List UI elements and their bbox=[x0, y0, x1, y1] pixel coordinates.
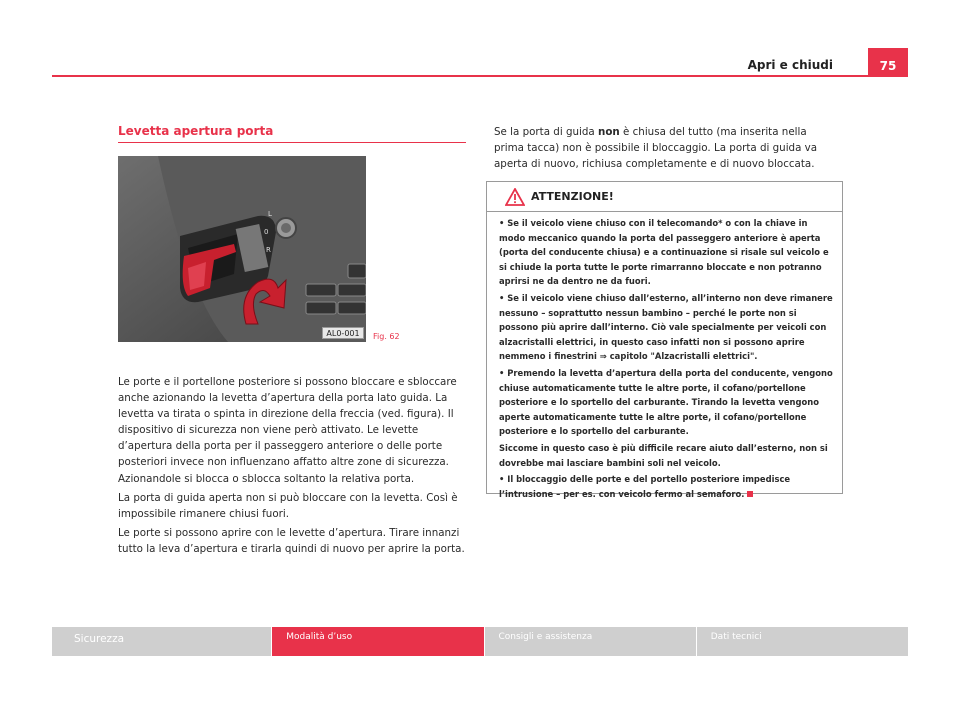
section-title: Levetta apertura porta bbox=[118, 124, 274, 138]
intro-paragraph bbox=[494, 124, 839, 172]
paragraph: Le porte si possono aprire con le levette d’apertura. Tirare innanzi tutto la leva d’apertura e tirarla quindi di nuovo per aprire la porta. bbox=[118, 526, 465, 555]
footer-nav bbox=[52, 627, 908, 656]
door-handle-illustration bbox=[118, 156, 366, 342]
warning-item: • Se il veicolo viene chiuso dall’esterno, all’interno non deve rimanere nessuno – soprattutto nessun bambino – perché le porte non si possono più aprire dall’interno. Ciò vale specialmente per veicoli con alzacristalli elettrici, in questo caso infatti non si possono aprire nemmeno i finestrini ⇒ capitolo "Alzacristalli elettrici". bbox=[499, 292, 833, 362]
intro-text: è chiusa del tutto (ma inserita nella prima tacca) non è possibile il bloccaggio. La porta di guida va aperta di nuovo, richiusa completamente e di nuovo bloccata. bbox=[494, 126, 818, 171]
warning-item: • Il bloccaggio delle porte e del portello posteriore impedisce l’intrusione – per es. con veicolo fermo al semaforo. bbox=[499, 474, 791, 499]
left-column-text bbox=[118, 374, 468, 560]
svg-text:0: 0 bbox=[264, 228, 269, 236]
warning-triangle-icon bbox=[505, 188, 525, 206]
warning-body bbox=[487, 212, 842, 501]
intro-emphasis: non bbox=[598, 126, 620, 138]
right-column-text bbox=[494, 124, 839, 172]
figure-code: AL0-001 bbox=[322, 327, 364, 339]
paragraph: Le porte e il portellone posteriore si possono bloccare e sbloccare anche azionando la levetta d’apertura della porta lato guida. La levetta va tirata o spinta in direzione della freccia (ved. figura). Il dispositivo di sicurezza non viene però attivato. Le levette d’apertura della porta per il passeggero anteriore o delle porte posteriori invece non influenzano affatto altre zone di sicurezza. Azionandole si blocca o sblocca soltanto la relativa porta. bbox=[118, 376, 457, 485]
door-handle-figure bbox=[118, 156, 366, 342]
figure-label: Fig. 62 bbox=[373, 332, 400, 341]
warning-item-last bbox=[499, 472, 834, 501]
header-rule bbox=[52, 75, 908, 77]
paragraph: La porta di guida aperta non si può bloccare con la levetta. Così è impossibile rimanere chiusi fuori. bbox=[118, 491, 458, 520]
section-rule bbox=[118, 142, 466, 143]
footer-tab-modalita-duso[interactable]: Modalità d’uso bbox=[271, 627, 483, 656]
running-header: Apri e chiudi bbox=[747, 58, 833, 72]
warning-item: Siccome in questo caso è più difficile recare aiuto dall’esterno, non si dovrebbe mai lasciare bambini soli nel veicolo. bbox=[499, 442, 828, 468]
intro-text: Se la porta di guida bbox=[494, 126, 598, 138]
svg-text:R: R bbox=[266, 246, 271, 254]
footer-tab-sicurezza[interactable]: Sicurezza bbox=[52, 627, 271, 656]
footer-tab-consigli-assistenza[interactable]: Consigli e assistenza bbox=[484, 627, 696, 656]
footer-tab-dati-tecnici[interactable]: Dati tecnici bbox=[696, 627, 908, 656]
page-number: 75 bbox=[868, 48, 908, 77]
end-of-section-icon bbox=[747, 491, 753, 497]
warning-header bbox=[487, 182, 842, 212]
svg-text:L: L bbox=[268, 210, 272, 218]
warning-item: • Se il veicolo viene chiuso con il telecomando* o con la chiave in modo meccanico quando la porta del passeggero anteriore è aperta (porta del conducente chiusa) e a continuazione si risale sul veicolo e si chiude la porta tutte le porte rimarranno bloccate e non potranno aprirsi ne da dentro ne da fuori. bbox=[499, 218, 829, 287]
warning-item: • Premendo la levetta d’apertura della porta del conducente, vengono chiuse automaticamente tutte le altre porte, il cofano/portellone posteriore e lo sportello del carburante. Tirando la levetta vengono aperte automaticamente tutte le altre porte, il cofano/portellone posteriore e lo sportello del carburante. bbox=[499, 367, 833, 437]
warning-title: ATTENZIONE! bbox=[531, 190, 614, 203]
warning-box bbox=[486, 181, 843, 499]
